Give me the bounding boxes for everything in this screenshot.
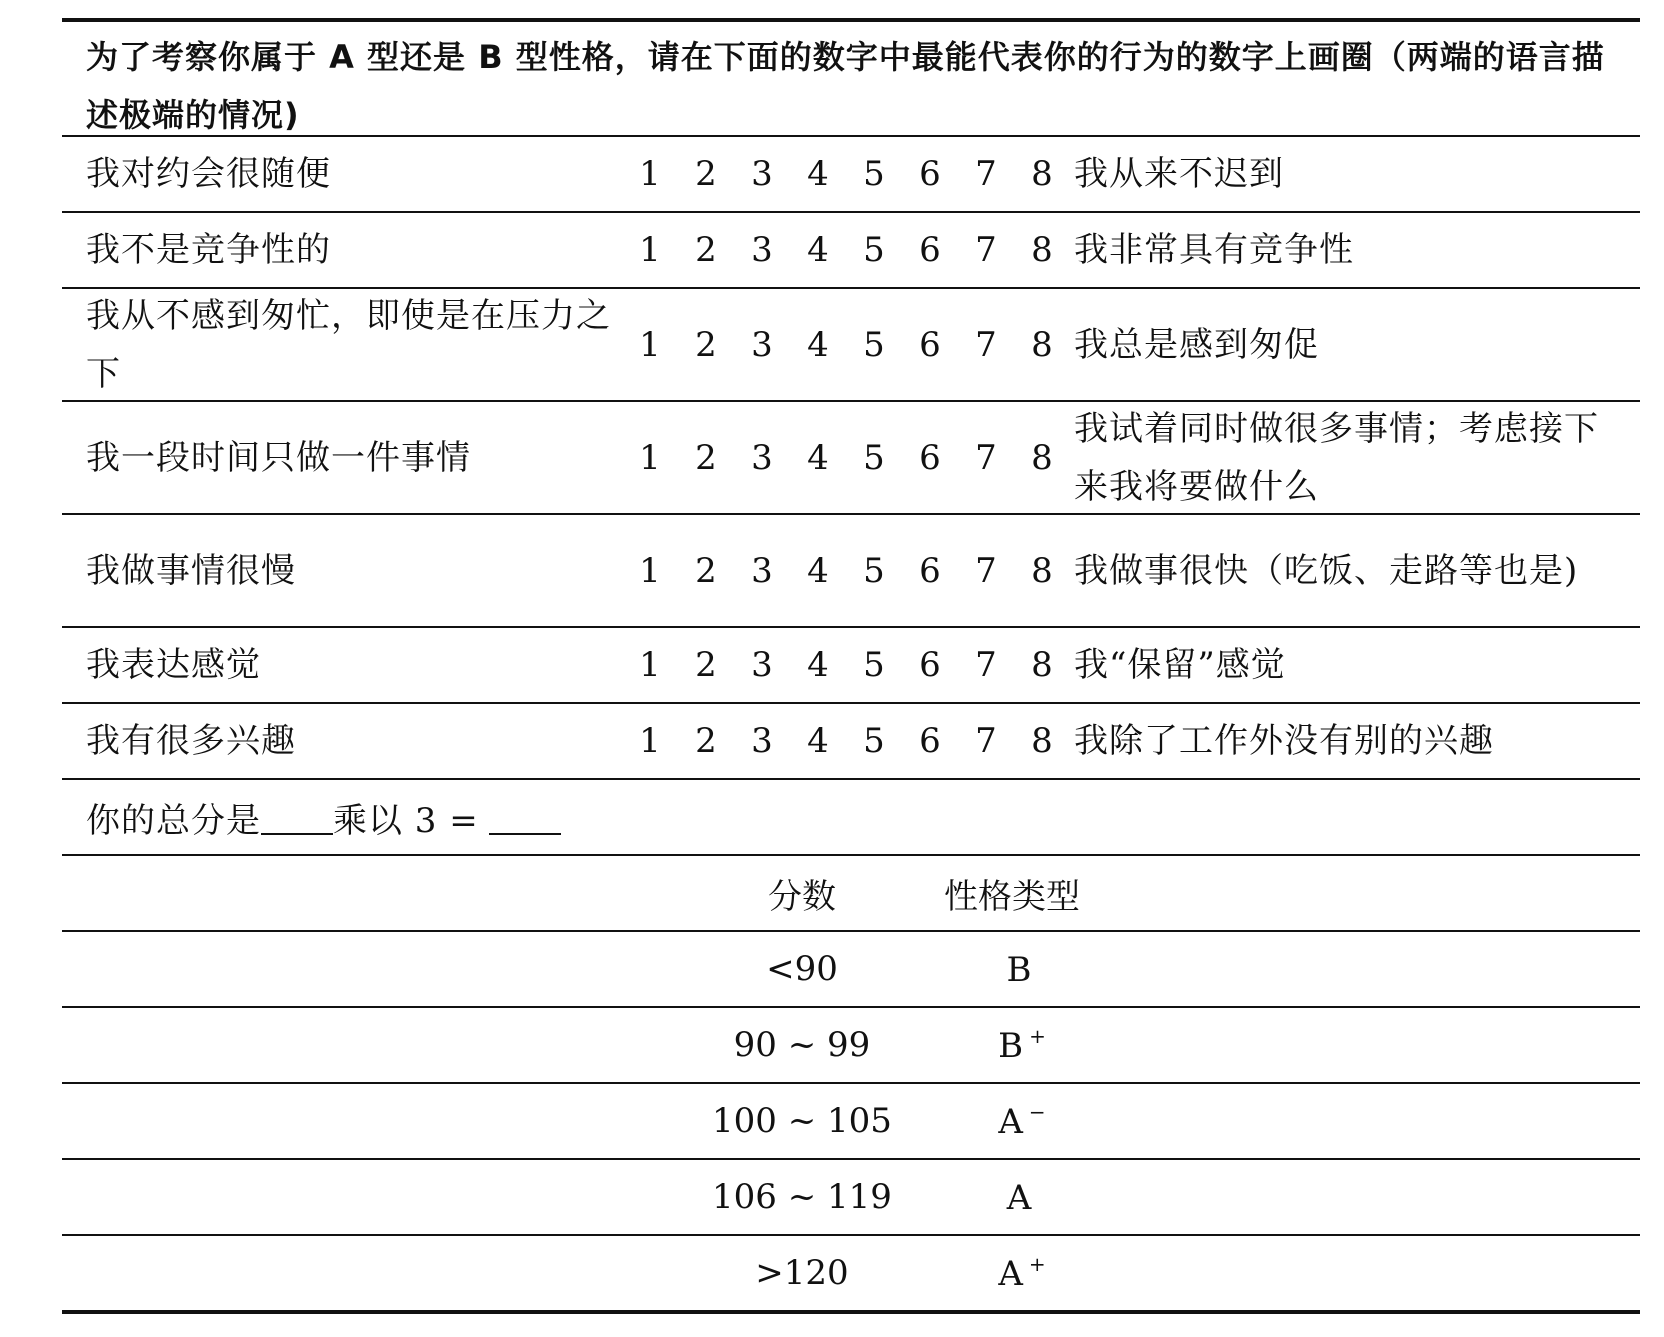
scale-number[interactable]: 2 [695,324,717,365]
scale-number[interactable]: 1 [639,230,661,270]
scale-number[interactable]: 1 [639,721,661,761]
item-left-text: 我有很多兴趣 [86,721,296,761]
instructions-header: 为了考察你属于 A 型还是 B 型性格，请在下面的数字中最能代表你的行为的数字上画圈（两端的语言描述极端的情况) [86,38,1605,134]
item-right-text: 我总是感到匆促 [1074,324,1319,365]
item-row-1 [62,137,1640,211]
scale-number[interactable]: 8 [1031,230,1053,270]
total-multiplier: 乘以 3 = [333,800,479,841]
scale-number[interactable]: 7 [975,437,997,478]
scale-number[interactable]: 7 [975,230,997,270]
scale-number[interactable]: 5 [863,154,885,194]
item-left-text: 我从不感到匆忙，即使是在压力之下 [86,295,611,394]
scale-number[interactable]: 1 [639,324,661,365]
item-left-text: 我不是竞争性的 [86,230,331,270]
rating-scale [612,551,1074,591]
item-right-text: 我从来不迟到 [1074,154,1284,194]
scale-number[interactable]: 8 [1031,437,1053,478]
scale-number[interactable]: 5 [863,550,885,591]
score-range: <90 [766,949,838,989]
personality-type: A [1006,1178,1032,1218]
score-row [62,1084,1640,1158]
scale-number[interactable]: 3 [751,154,773,194]
scale-number[interactable]: 2 [695,721,717,761]
scale-number[interactable]: 3 [751,550,773,591]
scale-number[interactable]: 3 [751,230,773,270]
item-row-2 [62,213,1640,287]
scale-number[interactable]: 5 [863,437,885,478]
score-table-header [62,856,1640,930]
total-score-line [62,780,1640,854]
score-range: >120 [755,1253,849,1293]
total-prefix: 你的总分是 [86,800,261,841]
rating-scale [612,325,1074,365]
item-right-text: 我“保留”感觉 [1074,645,1286,685]
scale-number[interactable]: 6 [919,230,941,270]
score-range: 100 ~ 105 [712,1101,892,1141]
scale-number[interactable]: 1 [639,437,661,478]
score-row [62,932,1640,1006]
scale-number[interactable]: 4 [807,154,829,194]
scale-number[interactable]: 2 [695,230,717,270]
item-row-3 [62,289,1640,400]
scale-number[interactable]: 4 [807,437,829,478]
score-range: 106 ~ 119 [712,1177,892,1217]
scale-number[interactable]: 6 [919,721,941,761]
scale-number[interactable]: 1 [639,550,661,591]
item-row-5 [62,515,1640,626]
scale-number[interactable]: 4 [807,721,829,761]
item-left-text: 我对约会很随便 [86,154,331,194]
scale-number[interactable]: 2 [695,550,717,591]
rating-scale [612,721,1074,761]
scale-number[interactable]: 1 [639,645,661,685]
item-row-6 [62,628,1640,702]
scale-number[interactable]: 6 [919,324,941,365]
scale-number[interactable]: 2 [695,645,717,685]
scale-number[interactable]: 8 [1031,721,1053,761]
item-left-text: 我做事情很慢 [86,550,296,591]
score-header: 分数 [768,876,836,917]
score-range: 90 ~ 99 [733,1025,871,1065]
scale-number[interactable]: 7 [975,721,997,761]
scale-number[interactable]: 5 [863,645,885,685]
item-row-7 [62,704,1640,778]
scale-number[interactable]: 5 [863,721,885,761]
rating-scale [612,154,1074,194]
total-blank-field[interactable] [261,799,333,835]
scale-number[interactable]: 6 [919,550,941,591]
item-right-text: 我非常具有竞争性 [1074,230,1354,270]
scale-number[interactable]: 4 [807,230,829,270]
scale-number[interactable]: 7 [975,324,997,365]
rating-scale [612,645,1074,685]
scale-number[interactable]: 8 [1031,645,1053,685]
scale-number[interactable]: 6 [919,154,941,194]
scale-number[interactable]: 2 [695,154,717,194]
scale-number[interactable]: 5 [863,230,885,270]
type-header: 性格类型 [944,876,1080,917]
scale-number[interactable]: 1 [639,154,661,194]
scale-number[interactable]: 8 [1031,154,1053,194]
score-row [62,1160,1640,1234]
scale-number[interactable]: 4 [807,550,829,591]
item-left-text: 我表达感觉 [86,645,261,685]
scale-number[interactable]: 4 [807,645,829,685]
scale-number[interactable]: 6 [919,437,941,478]
personality-type: A + [998,1252,1046,1294]
item-right-text: 我试着同时做很多事情；考虑接下来我将要做什么 [1074,408,1599,507]
scale-number[interactable]: 3 [751,645,773,685]
questionnaire-document [62,18,1640,1314]
scale-number[interactable]: 7 [975,645,997,685]
personality-type: A − [998,1100,1046,1142]
personality-type: B [1006,950,1032,990]
item-row-4 [62,402,1640,513]
rating-scale [612,438,1074,478]
scale-number[interactable]: 3 [751,437,773,478]
scale-number[interactable]: 5 [863,324,885,365]
personality-type: B + [998,1024,1046,1066]
score-row [62,1008,1640,1082]
scale-number[interactable]: 3 [751,324,773,365]
scale-number[interactable]: 4 [807,324,829,365]
bottom-rule [62,1310,1640,1314]
score-row [62,1236,1640,1310]
item-left-text: 我一段时间只做一件事情 [86,437,471,478]
scale-number[interactable]: 8 [1031,324,1053,365]
scale-number[interactable]: 6 [919,645,941,685]
result-blank-field[interactable] [489,799,561,835]
scale-number[interactable]: 7 [975,154,997,194]
scale-number[interactable]: 7 [975,550,997,591]
rating-scale [612,230,1074,270]
scale-number[interactable]: 8 [1031,550,1053,591]
scale-number[interactable]: 2 [695,437,717,478]
scale-number[interactable]: 3 [751,721,773,761]
item-right-text: 我除了工作外没有别的兴趣 [1074,721,1494,761]
item-right-text: 我做事很快（吃饭、走路等也是) [1074,550,1579,591]
